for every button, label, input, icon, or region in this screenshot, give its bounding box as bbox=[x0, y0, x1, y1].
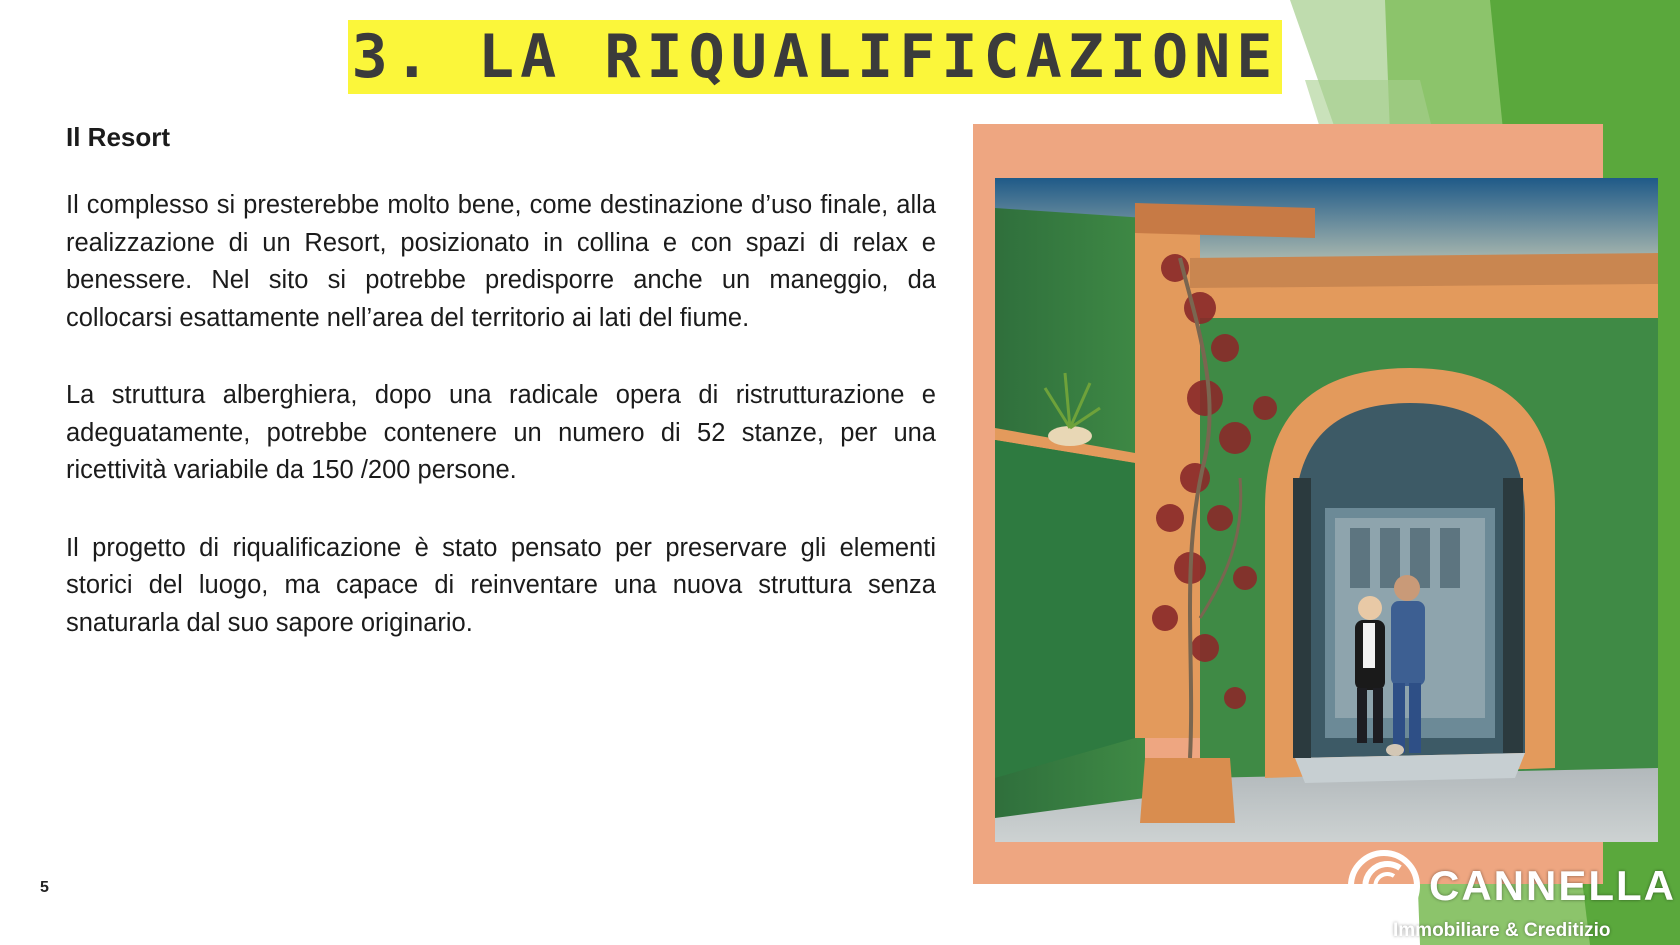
content-column bbox=[66, 122, 936, 682]
cannella-logo-icon bbox=[1342, 848, 1426, 924]
resort-entrance-rendering bbox=[995, 178, 1658, 842]
section-heading: Il Resort bbox=[66, 122, 171, 152]
slide-title: 3. LA RIQUALIFICAZIONE bbox=[348, 20, 1283, 94]
logo-wordmark: CANNELLA bbox=[1429, 862, 1676, 909]
paragraph-project: Il progetto di riqualificazione è stato pensato per preservare gli elementi storici del luogo, ma capace di reinventare una nuova struttura senza snaturarla dal suo sapore originario. bbox=[66, 533, 936, 637]
rendering-illustration bbox=[995, 178, 1658, 842]
logo-tagline: Immobiliare & Creditizio bbox=[1393, 920, 1611, 941]
company-logo bbox=[1336, 848, 1676, 943]
title-wrapper bbox=[0, 20, 1630, 94]
page-number: 5 bbox=[40, 879, 49, 896]
paragraph-resort: Il complesso si presterebbe molto bene, come destinazione d’uso finale, alla realizzazione di un Resort, posizionato in collina e con spazi di relax e benessere. Nel sito si potrebbe predisporre anche un maneggio, da collocarsi esattamente nell’area del territorio ai lati del fiume. bbox=[66, 191, 936, 332]
paragraph-structure: La struttura alberghiera, dopo una radicale opera di ristrutturazione e adeguatamente, potrebbe contenere un numero di 52 stanze, per una ricettività variabile da 150 /200 persone. bbox=[66, 381, 936, 484]
